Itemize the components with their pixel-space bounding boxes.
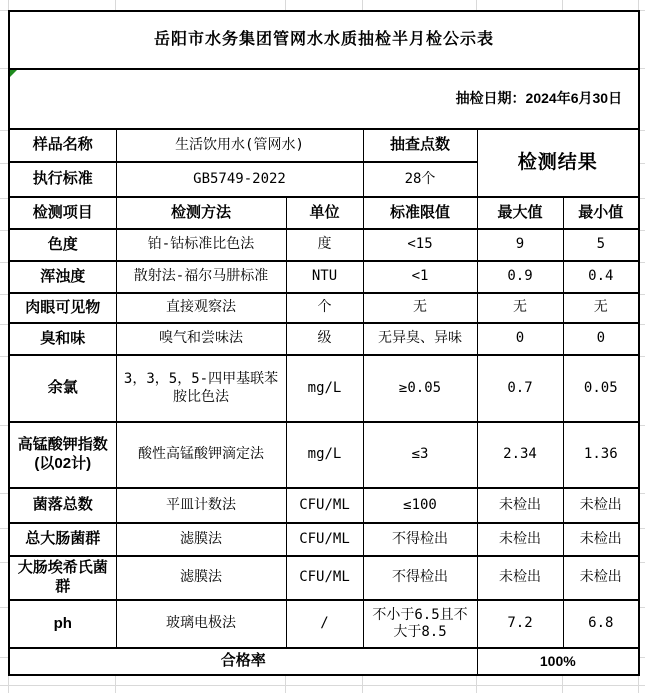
row-max: 未检出 <box>477 523 563 556</box>
row-item-label: 余氯 <box>9 355 116 422</box>
row-method: 直接观察法 <box>116 293 286 323</box>
water-quality-report-table <box>8 10 640 676</box>
date-row <box>9 69 639 129</box>
title-row <box>9 11 639 69</box>
row-item-label: ph <box>9 600 116 648</box>
sampling-points-value: 28个 <box>363 162 477 197</box>
row-min: 未检出 <box>563 523 639 556</box>
row-limit: 不小于6.5且不大于8.5 <box>363 600 477 648</box>
row-unit: mg/L <box>286 422 363 488</box>
sample-name-value: 生活饮用水(管网水) <box>116 129 363 162</box>
table-row <box>9 229 639 261</box>
row-unit: NTU <box>286 261 363 293</box>
page-title: 岳阳市水务集团管网水水质抽检半月检公示表 <box>9 11 639 69</box>
row-item-label: 总大肠菌群 <box>9 523 116 556</box>
row-max: 0 <box>477 323 563 355</box>
inspection-date: 抽检日期：2024年6月30日 <box>455 90 623 107</box>
row-min: 5 <box>563 229 639 261</box>
pass-rate-row <box>9 648 639 675</box>
row-item-label: 大肠埃希氏菌群 <box>9 556 116 600</box>
row-unit: mg/L <box>286 355 363 422</box>
row-min: 未检出 <box>563 488 639 523</box>
column-header-limit: 标准限值 <box>363 197 477 229</box>
row-max: 未检出 <box>477 556 563 600</box>
inspection-date-cell <box>9 69 639 129</box>
row-method: 酸性高锰酸钾滴定法 <box>116 422 286 488</box>
row-max: 2.34 <box>477 422 563 488</box>
table-row <box>9 556 639 600</box>
row-limit: ≤3 <box>363 422 477 488</box>
column-header-row <box>9 197 639 229</box>
row-min: 0.4 <box>563 261 639 293</box>
row-min: 无 <box>563 293 639 323</box>
standard-label: 执行标准 <box>9 162 116 197</box>
column-header-max: 最大值 <box>477 197 563 229</box>
row-item-label: 浑浊度 <box>9 261 116 293</box>
row-limit: 不得检出 <box>363 523 477 556</box>
row-limit: ≥0.05 <box>363 355 477 422</box>
row-unit: 级 <box>286 323 363 355</box>
row-min: 0 <box>563 323 639 355</box>
row-limit: 无异臭、异味 <box>363 323 477 355</box>
row-min: 1.36 <box>563 422 639 488</box>
row-max: 9 <box>477 229 563 261</box>
sample-info-row <box>9 129 639 162</box>
row-method: 3，3，5，5-四甲基联苯胺比色法 <box>116 355 286 422</box>
row-method: 玻璃电极法 <box>116 600 286 648</box>
table-row <box>9 422 639 488</box>
row-item-label: 肉眼可见物 <box>9 293 116 323</box>
row-method: 平皿计数法 <box>116 488 286 523</box>
row-item-label: 高锰酸钾指数(以02计) <box>9 422 116 488</box>
row-max: 无 <box>477 293 563 323</box>
row-limit: 无 <box>363 293 477 323</box>
cell-error-marker <box>10 70 17 77</box>
row-limit: ≤100 <box>363 488 477 523</box>
table-row <box>9 261 639 293</box>
result-header: 检测结果 <box>477 129 639 197</box>
row-item-label: 菌落总数 <box>9 488 116 523</box>
row-min: 0.05 <box>563 355 639 422</box>
table-row <box>9 488 639 523</box>
sample-name-label: 样品名称 <box>9 129 116 162</box>
row-max: 0.9 <box>477 261 563 293</box>
table-row <box>9 600 639 648</box>
pass-rate-label: 合格率 <box>9 648 477 675</box>
standard-value: GB5749-2022 <box>116 162 363 197</box>
table-row <box>9 523 639 556</box>
row-item-label: 臭和味 <box>9 323 116 355</box>
table-row <box>9 293 639 323</box>
row-unit: 度 <box>286 229 363 261</box>
row-method: 滤膜法 <box>116 523 286 556</box>
row-method: 滤膜法 <box>116 556 286 600</box>
row-min: 未检出 <box>563 556 639 600</box>
row-method: 嗅气和尝味法 <box>116 323 286 355</box>
row-limit: <15 <box>363 229 477 261</box>
column-header-method: 检测方法 <box>116 197 286 229</box>
row-max: 未检出 <box>477 488 563 523</box>
sampling-points-label: 抽查点数 <box>363 129 477 162</box>
row-limit: <1 <box>363 261 477 293</box>
row-max: 0.7 <box>477 355 563 422</box>
column-header-unit: 单位 <box>286 197 363 229</box>
row-unit: CFU/ML <box>286 556 363 600</box>
row-method: 铂-钴标准比色法 <box>116 229 286 261</box>
row-unit: CFU/ML <box>286 488 363 523</box>
table-row <box>9 355 639 422</box>
row-method: 散射法-福尔马肼标准 <box>116 261 286 293</box>
row-unit: CFU/ML <box>286 523 363 556</box>
row-limit: 不得检出 <box>363 556 477 600</box>
row-unit: 个 <box>286 293 363 323</box>
row-min: 6.8 <box>563 600 639 648</box>
column-header-item: 检测项目 <box>9 197 116 229</box>
row-max: 7.2 <box>477 600 563 648</box>
table-row <box>9 323 639 355</box>
column-header-min: 最小值 <box>563 197 639 229</box>
pass-rate-value: 100% <box>477 648 639 675</box>
row-item-label: 色度 <box>9 229 116 261</box>
row-unit: / <box>286 600 363 648</box>
